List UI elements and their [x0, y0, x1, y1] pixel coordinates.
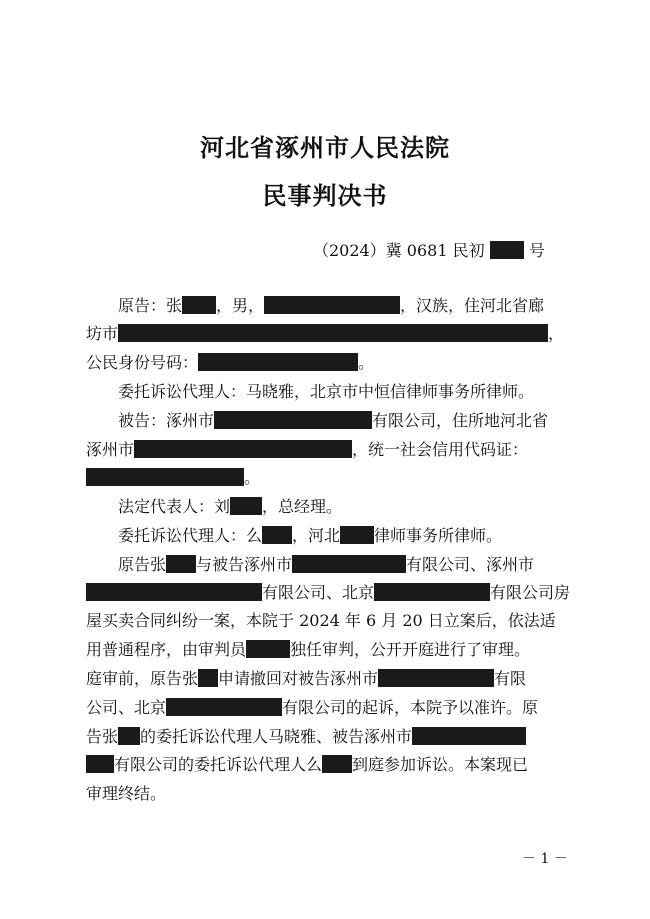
- redaction-block: [490, 241, 524, 259]
- text: ，总经理。: [262, 497, 343, 516]
- defendant-line-3: [86, 466, 260, 490]
- text: ，统一社会信用代码证：: [352, 440, 529, 459]
- plaintiff-line-1: [118, 294, 544, 318]
- redaction-block: [134, 440, 352, 458]
- defendant-line-1: [118, 409, 548, 433]
- text: ，汉族，住河北省廊: [400, 296, 545, 315]
- redaction-block: [378, 669, 494, 687]
- text: 涿州市: [86, 440, 135, 459]
- redaction-block: [246, 640, 290, 658]
- redaction-block: [264, 296, 400, 314]
- text: ，河北: [292, 526, 341, 545]
- text: 有限公司房: [490, 583, 571, 602]
- text: 用普通程序，由审判员: [86, 640, 247, 659]
- case-summary-line-1: [118, 553, 534, 577]
- text: 有限公司、北京: [262, 583, 375, 602]
- case-summary-line-8: [86, 753, 528, 777]
- redaction-block: [262, 526, 292, 544]
- text: 律师事务所律师。: [374, 526, 503, 545]
- redaction-block: [292, 555, 406, 573]
- case-summary-line-7: [86, 725, 526, 749]
- case-number: [313, 238, 545, 261]
- redaction-block: [412, 727, 526, 745]
- text: 独任审判，公开开庭进行了审理。: [290, 640, 531, 659]
- redaction-block: [86, 468, 244, 486]
- redaction-block: [198, 353, 358, 371]
- text: ，男，: [216, 296, 265, 315]
- redaction-block: [214, 411, 372, 429]
- text: 到庭参加诉讼。本案现已: [352, 755, 529, 774]
- document-type-title: 民事判决书: [262, 181, 388, 210]
- text: 原告：张: [118, 296, 183, 315]
- text: 有限公司、涿州市: [406, 555, 535, 574]
- redaction-block: [86, 755, 114, 773]
- text: 。: [244, 468, 261, 487]
- text: 公民身份号码：: [86, 353, 199, 372]
- redaction-block: [340, 526, 374, 544]
- text: 公司、北京: [86, 698, 167, 717]
- case-summary-line-5: [86, 667, 526, 691]
- page-number: － 1 －: [522, 851, 568, 867]
- text: 的委托诉讼代理人马晓雅、被告涿州市: [140, 727, 413, 746]
- case-summary-line-6: [86, 696, 538, 720]
- redaction-block: [86, 583, 262, 601]
- redaction-block: [198, 669, 218, 687]
- plaintiff-line-3: [86, 351, 374, 375]
- text: 有限公司的委托诉讼代理人么: [114, 755, 323, 774]
- case-number-prefix: （2024）冀 0681 民初: [313, 241, 485, 260]
- defendant-line-2: [86, 438, 528, 462]
- redaction-block: [374, 583, 490, 601]
- case-summary-line-9: 审理终结。: [86, 784, 167, 803]
- text: 法定代表人：刘: [118, 497, 231, 516]
- court-title: 河北省涿州市人民法院: [200, 133, 450, 162]
- case-summary-line-3: 屋买卖合同纠纷一案，本院于 2024 年 6 月 20 日立案后，依法适: [86, 611, 556, 630]
- text: 被告：涿州市: [118, 411, 215, 430]
- redaction-block: [322, 755, 352, 773]
- defendant-agent-line: [118, 524, 502, 548]
- text: 。: [358, 353, 375, 372]
- text: 原告张: [118, 555, 167, 574]
- case-summary-line-2: [86, 581, 570, 605]
- text: 委托诉讼代理人：么: [118, 526, 263, 545]
- redaction-block: [118, 727, 140, 745]
- case-number-suffix: 号: [528, 241, 545, 260]
- text: 告张: [86, 727, 119, 746]
- text: 有限公司，住所地河北省: [372, 411, 549, 430]
- redaction-block: [166, 698, 282, 716]
- plaintiff-line-2: [86, 322, 564, 346]
- legal-representative-line: [118, 495, 342, 519]
- redaction-block: [182, 296, 216, 314]
- text: ，: [548, 324, 565, 343]
- text: 坊市: [86, 324, 119, 343]
- redaction-block: [118, 324, 548, 342]
- redaction-block: [166, 555, 196, 573]
- case-summary-line-4: [86, 638, 530, 662]
- plaintiff-agent-line: 委托诉讼代理人：马晓雅，北京市中恒信律师事务所律师。: [118, 382, 535, 401]
- text: 庭审前，原告张: [86, 669, 199, 688]
- text: 有限: [494, 669, 527, 688]
- text: 申请撤回对被告涿州市: [218, 669, 379, 688]
- text: 与被告涿州市: [196, 555, 293, 574]
- redaction-block: [230, 497, 262, 515]
- text: 有限公司的起诉，本院予以准许。原: [282, 698, 539, 717]
